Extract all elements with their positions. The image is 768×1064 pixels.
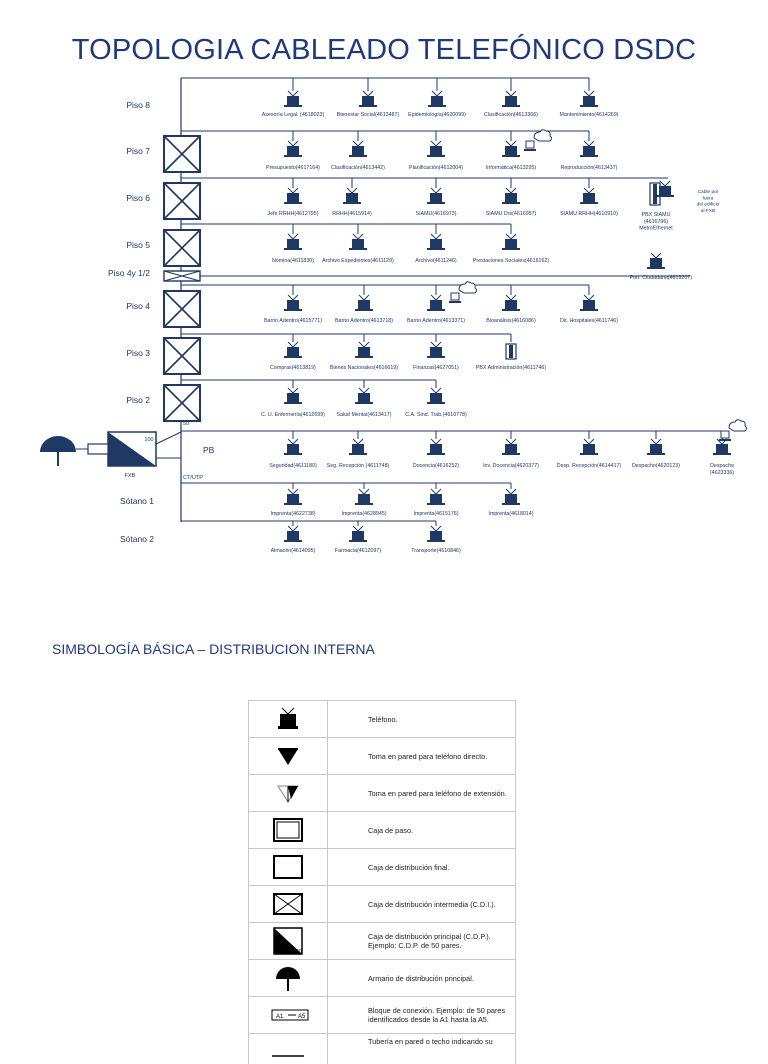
intermediate-distribution-box-icon [258, 889, 318, 919]
phone-label: C.A. Sind. Trab.(4610778) [405, 412, 467, 418]
pbx-administracion-icon [506, 344, 516, 359]
telephone-icon [427, 141, 445, 157]
phone-label: Nómina(4611830) [272, 258, 314, 264]
phone-label: Planificación(4612004) [409, 165, 463, 171]
ct-utp-label: CT/UTP [183, 475, 203, 481]
telephone-icon [502, 234, 520, 250]
phone-label: Asesoría Legal. (4618023) [262, 112, 325, 118]
computer-icon [524, 130, 552, 151]
telephone-icon [359, 91, 377, 107]
telephone-icon [284, 342, 302, 358]
legend-symbol-cell [249, 960, 328, 997]
fxb-label: FXB [125, 473, 136, 479]
phone-label: Imprenta(4628945) [341, 511, 386, 517]
legend-row [249, 849, 516, 886]
telephone-icon [284, 489, 302, 505]
legend-description: Toma en pared para teléfono directo. [328, 738, 516, 775]
phone-label: SIAMU RRHH(4610910) [560, 211, 618, 217]
legend-symbol-cell [249, 701, 328, 738]
telephone-icon [349, 439, 367, 455]
telephone-icon [502, 141, 520, 157]
legend-description: Caja de distribución intermedia (C.D.I.). [328, 886, 516, 923]
phone-label: Compras(4613819) [270, 365, 316, 371]
pbx-siamu-label: PBX SIAMU (4616796) MetroEthernet [639, 212, 673, 232]
phone-label: Archivo(4611246) [415, 258, 457, 264]
floor-label-pb: PB [203, 445, 215, 455]
phone-label: RRHH(4615914) [332, 211, 372, 217]
phone-label: Presupuesto(4617164) [266, 165, 320, 171]
legend-symbol-cell [249, 775, 328, 812]
phone-label: Almacén(4614095) [271, 548, 316, 554]
phone-label: Port. Ciudadana(4619207) [630, 275, 693, 281]
telephone-icon [355, 489, 373, 505]
legend-description: Toma en pared para teléfono de extensión. [328, 775, 516, 812]
telephone-icon [355, 388, 373, 404]
phone-label: Bioanálisis(4616086) [486, 318, 536, 324]
legend-description: Bloque de conexión. Ejemplo: de 50 pares identificados desde la A1 hasta la A5. [328, 997, 516, 1034]
legend-description: Teléfono. [328, 701, 516, 738]
phone-label: Prestaciones Sociales(4616162) [473, 258, 549, 264]
telephone-icon [355, 342, 373, 358]
floor-label-p3: Piso 3 [126, 348, 150, 358]
phone-label: Imprenta(4622738) [270, 511, 315, 517]
floor-label-p4: Piso 4 [126, 301, 150, 311]
main-distribution-cabinet-icon [40, 436, 108, 466]
legend-symbol-cell [249, 886, 328, 923]
telephone-icon [502, 489, 520, 505]
phone-label: Inv. Docencia(4620377) [483, 463, 539, 469]
final-distribution-box-icon [258, 852, 318, 882]
phone-label: Informática(4613295) [486, 165, 537, 171]
legend-symbol-cell [249, 997, 328, 1034]
phone-label: Despacho (4623336) [710, 463, 734, 476]
legend-row [249, 960, 516, 997]
cdi-box-p3 [164, 338, 200, 374]
telephone-icon [502, 188, 520, 204]
computer-icon [719, 420, 747, 441]
telephone-icon [580, 91, 598, 107]
phone-label: Mantenimiento(4614269) [560, 112, 619, 118]
telephone-icon [284, 234, 302, 250]
legend-row [249, 1034, 516, 1064]
legend-row [249, 997, 516, 1034]
telephone-icon [349, 234, 367, 250]
cdi-box-p6 [164, 183, 200, 219]
riser-pairs-label: 50 [183, 421, 189, 427]
floor-label-p7: Piso 7 [126, 146, 150, 156]
phone-label: Docencia(4616252) [413, 463, 459, 469]
phone-label: Epidemiología(4620099) [408, 112, 466, 118]
telephone-icon [427, 342, 445, 358]
legend-row [249, 812, 516, 849]
legend-description: Caja de distribución principal (C.D.P.). Ejemplo: C.D.P. de 50 pares. [328, 923, 516, 960]
phone-label: Imprenta(4618014) [488, 511, 533, 517]
telephone-icon [427, 439, 445, 455]
telephone-icon [580, 141, 598, 157]
phone-label: Desp. Recepción(4614417) [557, 463, 622, 469]
telephone-icon [502, 439, 520, 455]
legend-description: Caja de distribución final. [328, 849, 516, 886]
legend-block-to: A5 [298, 1014, 306, 1020]
telephone-icon [343, 188, 361, 204]
phone-label: Archivo Expedientes(4611129) [322, 258, 394, 264]
legend-description: Armario de distribución principal. [328, 960, 516, 997]
cdi-box-p5 [164, 230, 200, 266]
phone-label: Reproducción(4613437) [561, 165, 618, 171]
phone-label: Despacho(4620123) [632, 463, 680, 469]
fxb-link [156, 432, 181, 444]
telephone-icon [427, 295, 445, 311]
connection-block-icon [258, 1000, 318, 1030]
telephone-icon [349, 526, 367, 542]
legend-row [249, 775, 516, 812]
legend-symbol-cell [249, 812, 328, 849]
phone-label: Barrio Adentro(4613371) [407, 318, 465, 324]
cdi-box-p4 [164, 291, 200, 327]
phone-label: Barrio Adentro(4615771) [264, 318, 322, 324]
telephone-icon [427, 489, 445, 505]
phone-label: SIAMU Drs(4616957) [486, 211, 537, 217]
legend-box-value: 50 [296, 949, 302, 955]
phone-label: Seg. Recepción (4611748) [327, 463, 390, 469]
pass-box-p45-icon [164, 271, 200, 281]
floor-label-s1: Sótano 1 [120, 496, 154, 506]
legend-block-from: A1 [276, 1014, 284, 1020]
page-title: TOPOLOGIA CABLEADO TELEFÓNICO DSDC [0, 34, 768, 67]
phone-label: Imprenta(4615176) [413, 511, 458, 517]
legend-symbol-cell [249, 923, 328, 960]
phone-label: SIAMU(4616973) [416, 211, 457, 217]
cdi-box-p2 [164, 385, 200, 421]
phone-label: Bienestar Social(4613487) [337, 112, 400, 118]
legend-row [249, 701, 516, 738]
telephone-icon [502, 91, 520, 107]
main-distribution-cabinet-icon [258, 963, 318, 993]
phone-label: Finanzas(4627051) [413, 365, 459, 371]
legend-row [249, 923, 516, 960]
telephone-icon [502, 295, 520, 311]
main-distribution-box-icon [258, 926, 318, 956]
floor-label-p6: Piso 6 [126, 193, 150, 203]
telephone-icon [284, 141, 302, 157]
telephone-icon [713, 439, 731, 455]
legend-row [249, 738, 516, 775]
floor-label-p8: Piso 8 [126, 100, 150, 110]
telephone-icon [284, 295, 302, 311]
phone-label: PBX Administración(4611746) [476, 365, 547, 371]
phone-label: Transporte(4610846) [411, 548, 461, 554]
pbx-siamu-icon [650, 183, 660, 205]
telephone-icon [427, 188, 445, 204]
phone-label: Clasificación(4613366) [484, 112, 538, 118]
phone-label: Dir. Hospitales(4611746) [560, 318, 618, 324]
legend-row [249, 886, 516, 923]
floor-label-s2: Sótano 2 [120, 534, 154, 544]
legend-symbol-cell [249, 1034, 328, 1064]
telephone-icon [580, 295, 598, 311]
telephone-icon [355, 295, 373, 311]
phone-label: Barrio Adentro(4613718) [335, 318, 393, 324]
telephone-icon [349, 141, 367, 157]
telephone-icon [647, 253, 665, 269]
telephone-icon [580, 188, 598, 204]
phone-label: Seguridad(4611180) [269, 463, 317, 469]
telephone-icon [647, 439, 665, 455]
telephone-icon [284, 388, 302, 404]
floor-label-p5: Piso 5 [126, 240, 150, 250]
cable-note: Cable por fuera del edificio al FXB [697, 189, 720, 214]
legend-description: Caja de paso. [328, 812, 516, 849]
phone-label: Bienes Nacionales(4616619) [330, 365, 398, 371]
phone-label: C. U. Enfermería(4612699) [261, 412, 325, 418]
cdi-box-p7 [164, 136, 200, 172]
phone-label: Clasificación(4613442) [331, 165, 385, 171]
telephone-icon [284, 526, 302, 542]
fxb-pairs-label: 100 [144, 437, 153, 443]
telephone-icon [428, 91, 446, 107]
legend-description: Tubería en pared o techo indicando su [328, 1034, 516, 1064]
telephone-icon [427, 388, 445, 404]
telephone-icon [258, 704, 318, 734]
phone-label: Jefe RRHH(4612795) [268, 211, 319, 217]
legend-symbol-cell [249, 738, 328, 775]
telephone-icon [284, 91, 302, 107]
legend-symbol-cell [249, 849, 328, 886]
legend-heading: SIMBOLOGÍA BÁSICA – DISTRIBUCION INTERNA [52, 641, 375, 657]
telephone-icon [284, 188, 302, 204]
floor-label-p2: Piso 2 [126, 395, 150, 405]
phone-label: Salud Mental(4613417) [336, 412, 391, 418]
telephone-icon [284, 439, 302, 455]
floor-label-p45: Piso 4y 1/2 [108, 268, 150, 278]
conduit-icon [258, 1034, 318, 1064]
legend-table [248, 700, 516, 1064]
pass-box-icon [258, 815, 318, 845]
wall-outlet-direct-icon [258, 741, 318, 771]
wall-outlet-extension-icon [258, 778, 318, 808]
telephone-icon [427, 234, 445, 250]
phone-label: Farmacia(4612097) [335, 548, 381, 554]
telephone-icon [580, 439, 598, 455]
telephone-icon [427, 526, 445, 542]
